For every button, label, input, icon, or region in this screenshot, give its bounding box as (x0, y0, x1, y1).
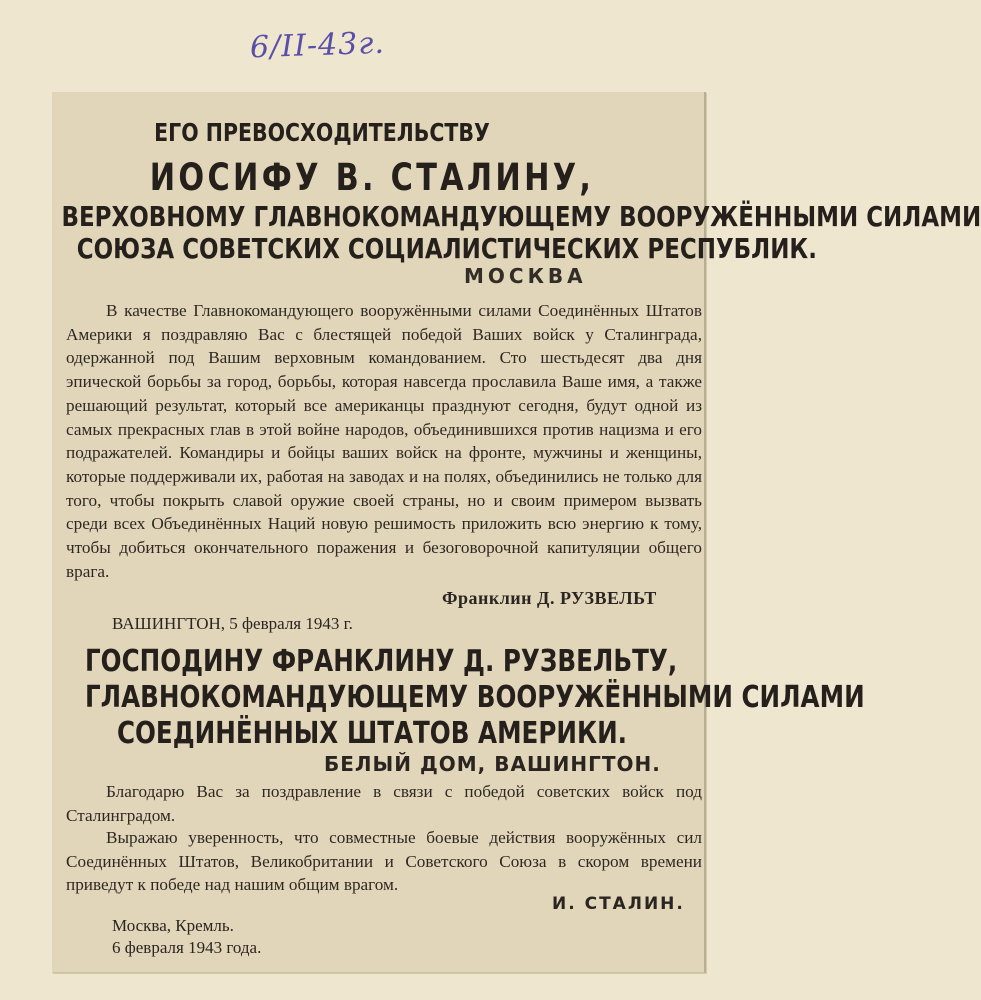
letter2-address: БЕЛЫЙ ДОМ, ВАШИНГТОН. (324, 752, 661, 776)
letter2-heading-line3: СОЕДИНЁННЫХ ШТАТОВ АМЕРИКИ. (116, 716, 628, 751)
letter2-heading-line2: ГЛАВНОКОМАНДУЮЩЕМУ ВООРУЖЁННЫМИ СИЛАМИ (85, 680, 865, 715)
letter2-signature: И. СТАЛИН. (552, 894, 685, 914)
letter1-heading-line4: СОЮЗА СОВЕТСКИХ СОЦИАЛИСТИЧЕСКИХ РЕСПУБЛИК. (76, 232, 817, 265)
handwritten-date-note: 6/II-43г. (249, 25, 386, 66)
letter2-paragraph1: Благодарю Вас за поздравление в связи с победой советских войск под Сталинградом. (66, 782, 702, 825)
letter1-signature: Франклин Д. РУЗВЕЛЬТ (442, 588, 657, 608)
letter2-heading-line1: ГОСПОДИНУ ФРАНКЛИНУ Д. РУЗВЕЛЬТУ, (85, 644, 678, 679)
letter1-body: В качестве Главнокомандующего вооружёнными силами Соединённых Штатов Америки я поздравляю Вас с блестящей победой Ваших войск у Сталинграда, одержанной под Вашим верховным командованием. Сто шестьдесят два дня эпической борьбы за город, борьбы, которая навсегда прославила Ваше имя, а также решающий результат, который все американцы празднуют сегодня, будут одной из самых прекрасных глав в этой войне народов, объединившихся против нацизма и его подражателей. Командиры и бойцы ваших войск на фронте, мужчины и женщины, которые поддерживали их, работая на заводах и на полях, объединились не только для того, чтобы покрыть славой оружие своей страны, но и своим примером вызвать среди всех Объединённых Наций новую решимость приложить всю энергию к тому, чтобы добиться окончательного поражения и безоговорочной капитуляции общего врага. (66, 301, 702, 581)
newspaper-clipping (52, 92, 981, 973)
letter1-heading-line3: ВЕРХОВНОМУ ГЛАВНОКОМАНДУЮЩЕМУ ВООРУЖЁННЫМИ СИЛАМИ (61, 200, 981, 233)
letter1-city: МОСКВА (464, 264, 587, 288)
letter2-place: Москва, Кремль. (112, 916, 234, 935)
letter1-heading-line1: ЕГО ПРЕВОСХОДИТЕЛЬСТВУ (154, 118, 490, 147)
letter1-heading-line2: ИОСИФУ В. СТАЛИНУ, (149, 156, 595, 199)
letter2-date: 6 февраля 1943 года. (112, 938, 262, 957)
letter1-dateline: ВАШИНГТОН, 5 февраля 1943 г. (112, 614, 353, 633)
letter2-paragraph2: Выражаю уверенность, что совместные боевые действия вооружённых сил Соединённых Штатов, Великобритании и Советского Союза в скором времени приведут к победе над нашим общим врагом. (66, 828, 702, 895)
